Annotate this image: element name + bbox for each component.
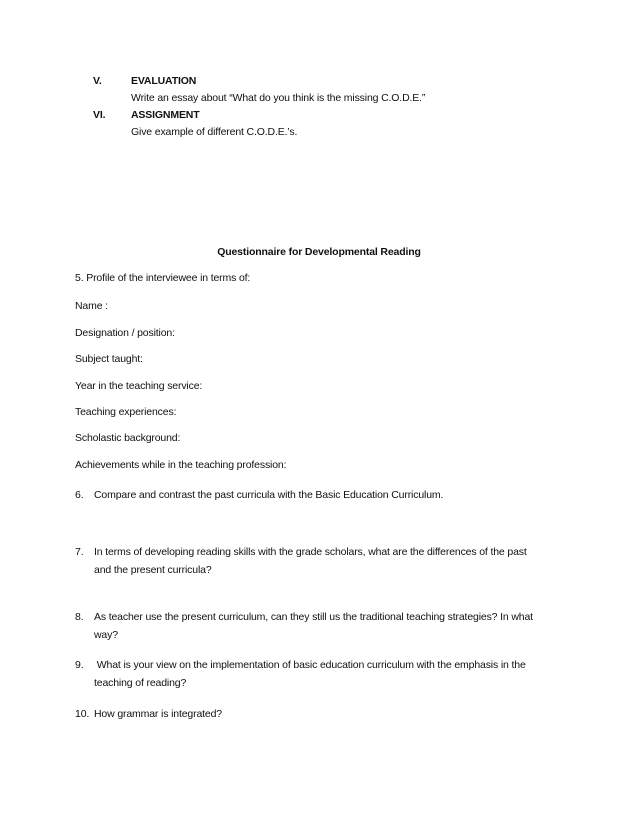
- question-9-line-1: What is your view on the implementation of basic education curriculum with the emphasis in the: [94, 659, 526, 671]
- question-7-line-1: In terms of developing reading skills with the grade scholars, what are the differences of the past: [94, 546, 527, 558]
- field-experiences: Teaching experiences:: [75, 406, 177, 418]
- field-year: Year in the teaching service:: [75, 380, 203, 392]
- question-10-number: 10.: [75, 708, 90, 720]
- question-6-text: Compare and contrast the past curricula with the Basic Education Curriculum.: [94, 489, 444, 501]
- question-8-number: 8.: [75, 611, 84, 623]
- section-vi-numeral: VI.: [93, 109, 106, 121]
- questionnaire-title: Questionnaire for Developmental Reading: [217, 246, 421, 258]
- field-scholastic: Scholastic background:: [75, 432, 181, 444]
- field-achievements: Achievements while in the teaching profession:: [75, 459, 287, 471]
- field-subject: Subject taught:: [75, 353, 143, 365]
- field-designation: Designation / position:: [75, 327, 175, 339]
- question-7-number: 7.: [75, 546, 84, 558]
- question-9-number: 9.: [75, 659, 84, 671]
- section-v-title: EVALUATION: [131, 75, 197, 87]
- question-9-line-2: teaching of reading?: [94, 677, 187, 689]
- field-name: Name :: [75, 300, 108, 312]
- question-6-number: 6.: [75, 489, 84, 501]
- section-v-numeral: V.: [93, 75, 102, 87]
- question-7-line-2: and the present curricula?: [94, 564, 212, 576]
- question-8-line-1: As teacher use the present curriculum, can they still us the traditional teaching strategies? In what: [94, 611, 533, 623]
- profile-heading: 5. Profile of the interviewee in terms of:: [75, 272, 251, 284]
- section-vi-title: ASSIGNMENT: [131, 109, 200, 121]
- section-v-text: Write an essay about “What do you think is the missing C.O.D.E.”: [131, 92, 426, 104]
- question-10-text: How grammar is integrated?: [94, 708, 222, 720]
- question-8-line-2: way?: [94, 629, 118, 641]
- section-vi-text: Give example of different C.O.D.E.’s.: [131, 126, 298, 138]
